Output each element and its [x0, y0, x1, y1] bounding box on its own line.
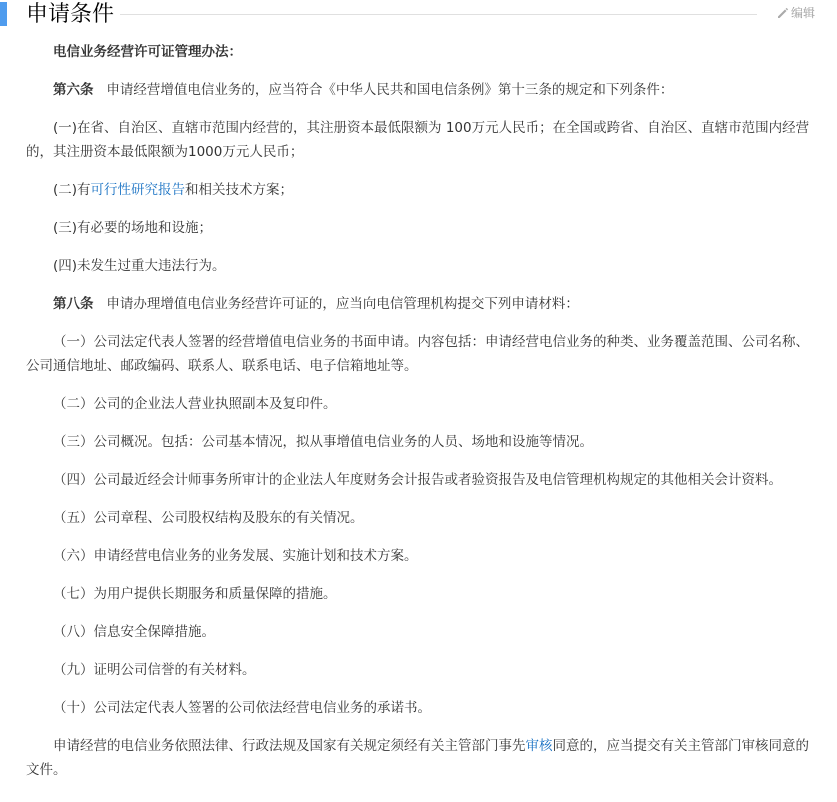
regulation-heading: 电信业务经营许可证管理办法： [53, 44, 242, 60]
material-item-8: （八）信息安全保障措施。 [53, 624, 215, 640]
article-8-label: 第八条 [53, 296, 94, 312]
article-8-paragraph [26, 292, 816, 316]
condition-1: (一)在省、自治区、直辖市范围内经营的，其注册资本最低限额为 100万元人民币；在全国或跨省、自治区、直辖市范围内经营的，其注册资本最低限额为1000万元人民币； [26, 120, 810, 160]
final-paragraph [26, 734, 816, 782]
material-item-7: （七）为用户提供长期服务和质量保障的措施。 [53, 586, 337, 602]
section-title: 申请条件 [26, 2, 115, 27]
material-item-9: （九）证明公司信誉的有关材料。 [53, 662, 256, 678]
header-divider [120, 14, 757, 15]
edit-label: 编辑 [790, 6, 815, 20]
article-8-text: 申请办理增值电信业务经营许可证的，应当向电信管理机构提交下列申请材料： [106, 296, 579, 312]
section-header [0, 0, 837, 30]
edit-button[interactable] [777, 5, 815, 21]
final-suffix: 同意的，应当提交有关主管部门审核同意的文件。 [26, 738, 809, 778]
pencil-icon [777, 7, 789, 19]
review-link[interactable]: 审核 [525, 738, 553, 754]
article-6-label: 第六条 [53, 82, 94, 98]
condition-2-prefix: (二)有 [53, 182, 91, 198]
material-item-1: （一）公司法定代表人签署的经营增值电信业务的书面申请。内容包括：申请经营电信业务的种类、业务覆盖范围、公司名称、公司通信地址、邮政编码、联系人、联系电话、电子信箱地址等。 [26, 334, 809, 374]
material-item-5: （五）公司章程、公司股权结构及股东的有关情况。 [53, 510, 364, 526]
article-content [26, 40, 816, 782]
condition-2-suffix: 和相关技术方案； [185, 182, 294, 198]
material-item-3: （三）公司概况。包括：公司基本情况，拟从事增值电信业务的人员、场地和设施等情况。 [53, 434, 593, 450]
article-6-paragraph [26, 78, 816, 102]
material-item-6: （六）申请经营电信业务的业务发展、实施计划和技术方案。 [53, 548, 418, 564]
feasibility-report-link[interactable]: 可行性研究报告 [90, 182, 186, 198]
material-item-4: （四）公司最近经会计师事务所审计的企业法人年度财务会计报告或者验资报告及电信管理机构规定的其他相关会计资料。 [53, 472, 782, 488]
material-item-2: （二）公司的企业法人营业执照副本及复印件。 [53, 396, 337, 412]
final-prefix: 申请经营的电信业务依照法律、行政法规及国家有关规定须经有关主管部门事先 [53, 738, 526, 754]
section-accent-bar [0, 2, 7, 26]
article-6-text: 申请经营增值电信业务的，应当符合《中华人民共和国电信条例》第十三条的规定和下列条件： [106, 82, 674, 98]
condition-3: (三)有必要的场地和设施； [53, 220, 213, 236]
condition-2 [26, 178, 816, 202]
material-item-10: （十）公司法定代表人签署的公司依法经营电信业务的承诺书。 [53, 700, 431, 716]
condition-4: (四)未发生过重大违法行为。 [53, 258, 226, 274]
